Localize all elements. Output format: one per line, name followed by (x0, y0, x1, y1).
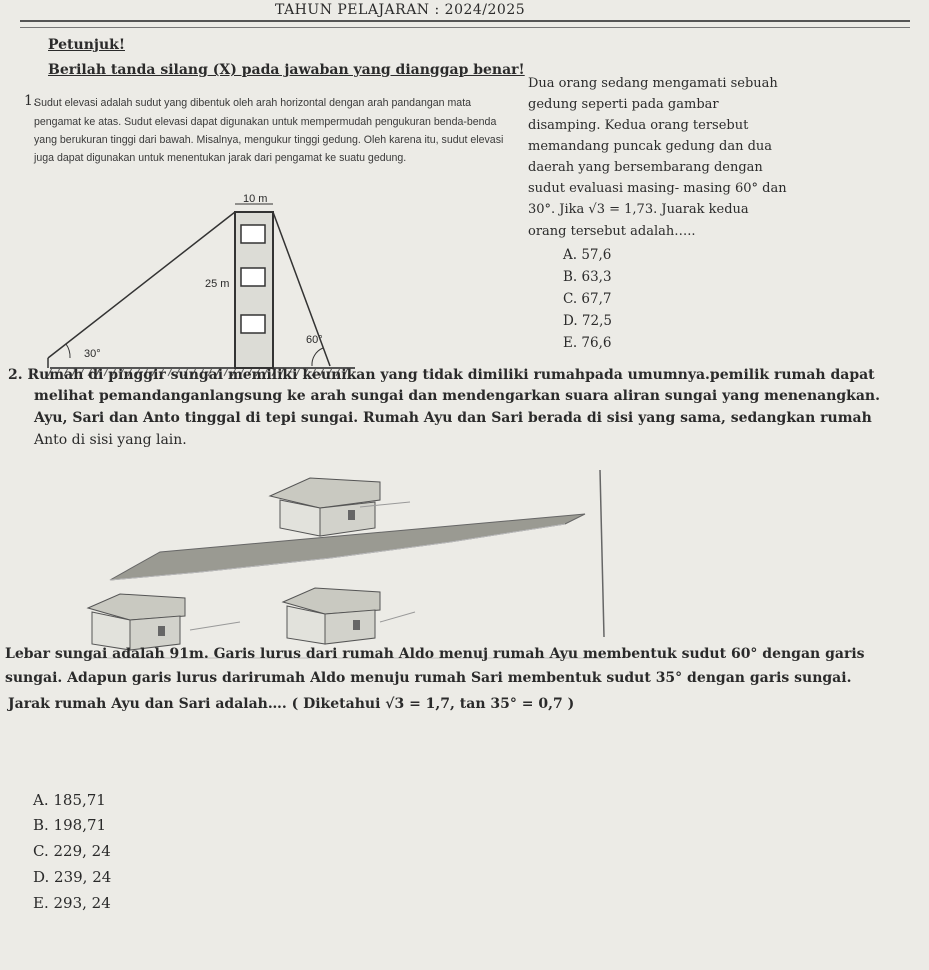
q2-text-line: melihat pemandanganlangsung ke arah sungai dan mendengarkan suara aliran sungai yang menenangkan. (34, 388, 880, 404)
q1-option-e[interactable]: E. 76,6 (563, 335, 612, 351)
q1-label-angle-60: 60° (306, 334, 323, 346)
q1-question-line: disamping. Kedua orang tersebut (528, 118, 749, 133)
header-rule (20, 20, 910, 22)
q2-option-c[interactable]: C. 229, 24 (33, 842, 111, 860)
q2-text-line: Ayu, Sari dan Anto tinggal di tepi sungai. Rumah Ayu dan Sari berada di sisi yang sama, sedangkan rumah (34, 410, 872, 426)
instructions-heading: Petunjuk! (48, 37, 125, 53)
q2-text-line: Lebar sungai adalah 91m. Garis lurus dari rumah Aldo menuj rumah Ayu membentuk sudut 60° dengan garis (5, 646, 865, 662)
q1-option-d[interactable]: D. 72,5 (563, 313, 612, 329)
q2-text-line: 2. Rumah di pinggir sungai memiliki keunikan yang tidak dimiliki rumahpada umumnya.pemilik rumah dapat (8, 367, 875, 383)
q2-option-e[interactable]: E. 293, 24 (33, 894, 111, 912)
q1-question-line: sudut evaluasi masing- masing 60° dan (528, 181, 787, 196)
q2-text-line: Jarak rumah Ayu dan Sari adalah…. ( Diketahui √3 = 1,7, tan 35° = 0,7 ) (8, 696, 575, 712)
q1-intro-line: Sudut elevasi adalah sudut yang dibentuk oleh arah horizontal dengan arah pandangan mata (34, 97, 472, 109)
q1-option-c[interactable]: C. 67,7 (563, 291, 612, 307)
header-rule-thin (20, 27, 910, 28)
q2-option-b[interactable]: B. 198,71 (33, 816, 107, 834)
q1-question-line: gedung seperti pada gambar (528, 97, 719, 112)
q1-intro-line: yang berukuran tinggi dari bawah. Misalnya, mengukur tinggi gedung. Oleh karena itu, sudut elevasi (34, 134, 504, 146)
q1-question-line: 30°. Jika √3 = 1,73. Juarak kedua (528, 202, 749, 217)
q1-intro-line: juga dapat digunakan untuk menentukan jarak dari pengamat ke suatu gedung. (34, 152, 407, 164)
q2-river-figure (70, 462, 615, 662)
q2-option-a[interactable]: A. 185,71 (33, 791, 106, 809)
q1-question-line: memandang puncak gedung dan dua (528, 139, 773, 154)
q1-intro-line: pengamat ke atas. Sudut elevasi dapat digunakan untuk mempermudah pengukuran benda-benda (34, 116, 497, 128)
page-header-title: TAHUN PELAJARAN : 2024/2025 (275, 2, 526, 18)
instructions-text: Berilah tanda silang (X) pada jawaban yang dianggap benar! (48, 62, 525, 78)
house-sari (283, 588, 380, 644)
q2-option-d[interactable]: D. 239, 24 (33, 868, 112, 886)
q1-label-height: 25 m (205, 278, 230, 290)
house-ayu (88, 594, 185, 650)
q2-text-line: sungai. Adapun garis lurus darirumah Aldo menuju rumah Sari membentuk sudut 35° dengan garis sungai. (5, 670, 852, 686)
q1-label-width: 10 m (243, 193, 268, 205)
q1-option-b[interactable]: B. 63,3 (563, 269, 612, 285)
q1-option-a[interactable]: A. 57,6 (563, 247, 612, 263)
q1-question-line: orang tersebut adalah….. (528, 224, 696, 239)
q1-question-line: daerah yang bersembarang dengan (528, 160, 763, 175)
q2-text-line: Anto di sisi yang lain. (34, 432, 187, 448)
q1-label-angle-30: 30° (84, 348, 101, 360)
q1-number: 1. (24, 93, 38, 109)
q1-question-line: Dua orang sedang mengamati sebuah (528, 76, 778, 91)
